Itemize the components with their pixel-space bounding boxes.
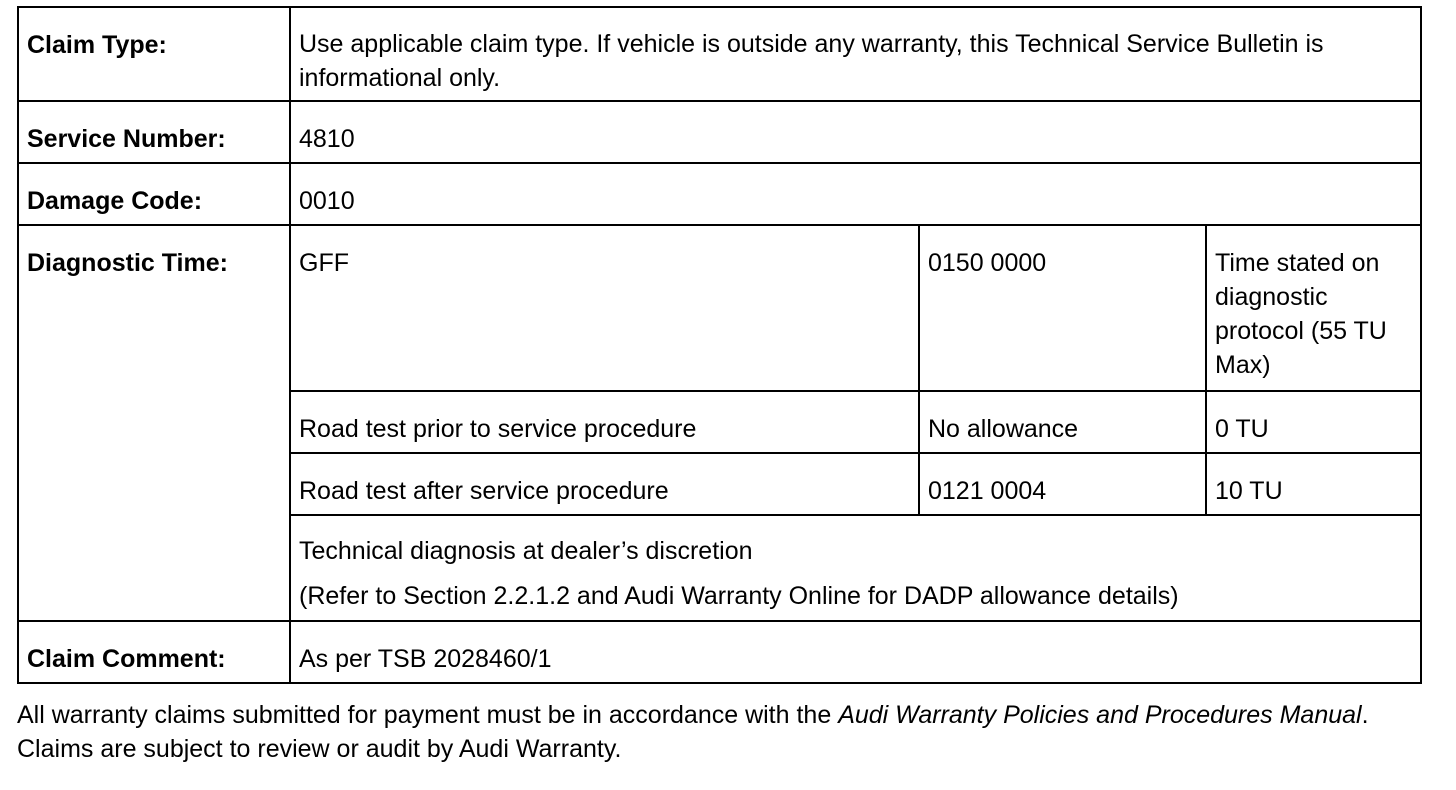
warranty-manual-title: Audi Warranty Policies and Procedures Manual <box>838 701 1362 729</box>
dealer-discretion-text: Technical diagnosis at dealer’s discretion <box>299 537 753 565</box>
dealer-discretion-cell <box>290 515 1421 621</box>
diagnostic-description: Road test prior to service procedure <box>290 391 919 453</box>
table-row-damage-code <box>18 163 1421 225</box>
diagnostic-time-label: Diagnostic Time: <box>18 225 290 621</box>
table-row-service-number <box>18 101 1421 163</box>
diagnostic-time-value: 0 TU <box>1206 391 1421 453</box>
claim-comment-value: As per TSB 2028460/1 <box>290 621 1421 683</box>
diagnostic-description: GFF <box>290 225 919 391</box>
damage-code-label: Damage Code: <box>18 163 290 225</box>
damage-code-value: 0010 <box>290 163 1421 225</box>
table-row-diagnostic-gff <box>18 225 1421 391</box>
claim-type-value: Use applicable claim type. If vehicle is outside any warranty, this Technical Service Bulletin is informational only. <box>290 7 1421 101</box>
diagnostic-code: No allowance <box>919 391 1206 453</box>
claim-comment-label: Claim Comment: <box>18 621 290 683</box>
footer-text-after: . Claims are subject to review or audit by Audi Warranty. <box>17 701 1369 763</box>
service-number-label: Service Number: <box>18 101 290 163</box>
footer-text-before: All warranty claims submitted for payment must be in accordance with the <box>17 701 839 729</box>
claim-type-label: Claim Type: <box>18 7 290 101</box>
diagnostic-time-value: Time stated on diagnostic protocol (55 TU Max) <box>1206 225 1421 391</box>
diagnostic-code: 0150 0000 <box>919 225 1206 391</box>
warranty-claim-table <box>17 6 1422 684</box>
diagnostic-description: Road test after service procedure <box>290 453 919 515</box>
diagnostic-time-value: 10 TU <box>1206 453 1421 515</box>
warranty-footer-note <box>17 698 1420 766</box>
dadp-reference-text: (Refer to Section 2.2.1.2 and Audi Warranty Online for DADP allowance details) <box>299 582 1179 610</box>
table-row-claim-comment <box>18 621 1421 683</box>
service-number-value: 4810 <box>290 101 1421 163</box>
table-row-claim-type <box>18 7 1421 101</box>
diagnostic-code: 0121 0004 <box>919 453 1206 515</box>
